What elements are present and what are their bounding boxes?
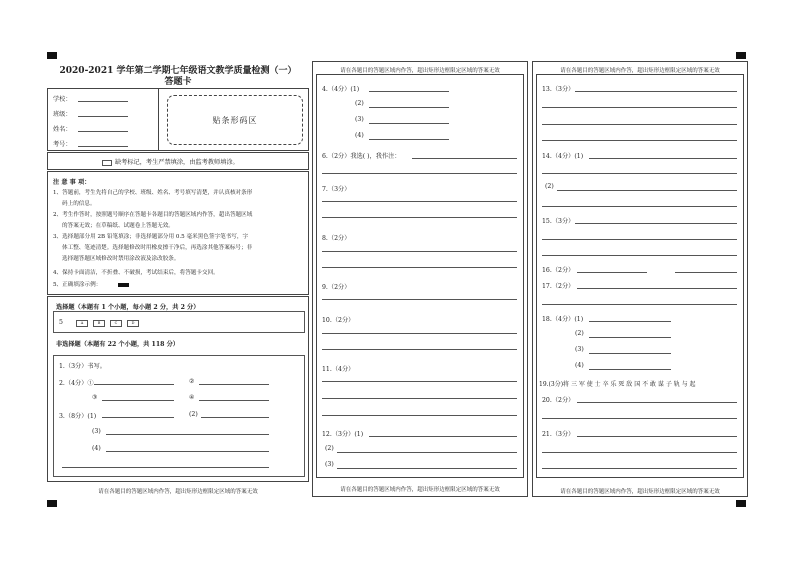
notice-item: 的答案无效；在草稿纸、试题卷上答题无效。 — [62, 223, 174, 229]
q13-answer-line[interactable] — [542, 107, 737, 108]
q15-label: 15.（3分） — [542, 218, 575, 225]
choice-heading: 选择题（本题有 1 个小题，每小题 2 分，共 2 分） — [56, 304, 200, 311]
notice-item: 3、选择题部分用 2B 铅笔填涂；非选择题部分用 0.5 毫米黑色签字笔书写，字 — [53, 234, 249, 240]
q18-answer-line[interactable] — [589, 321, 671, 322]
q10-answer-line[interactable] — [322, 349, 517, 350]
choice-option-b[interactable]: B — [93, 320, 105, 327]
q2-answer-line[interactable] — [102, 400, 174, 401]
q12-answer-line[interactable] — [337, 468, 517, 469]
q18-sub-label: (3) — [575, 346, 584, 353]
alignment-mark-bottom-left — [47, 500, 57, 507]
q14-answer-line[interactable] — [542, 173, 737, 174]
alignment-mark-bottom-right — [736, 500, 746, 507]
class-label: 班级： — [53, 111, 72, 118]
school-label: 学校： — [53, 96, 72, 103]
q21-answer-line[interactable] — [542, 468, 737, 469]
q11-label: 11.（4分） — [322, 366, 355, 373]
q20-label: 20.（2分） — [542, 397, 575, 404]
q20-answer-line[interactable] — [577, 402, 737, 403]
class-field[interactable] — [78, 116, 128, 117]
choice-option-d[interactable]: D — [127, 320, 139, 327]
q12-answer-line[interactable] — [337, 452, 517, 453]
q21-answer-line[interactable] — [577, 436, 737, 437]
q20-answer-line[interactable] — [542, 418, 737, 419]
q4-label: 4.（4分）(1) — [322, 86, 360, 93]
column-header-note: 请在各题目的答题区域内作答，超出矩形边框限定区域的答案无效 — [560, 68, 720, 74]
name-label: 姓名： — [53, 126, 72, 133]
page-title: 2020-2021 学年第二学期七年级语文教学质量检测（一） — [59, 66, 297, 76]
q17-answer-line[interactable] — [542, 304, 737, 305]
q18-answer-line[interactable] — [589, 369, 671, 370]
column-footer-note: 请在各题目的答题区域内作答，超出矩形边框限定区域的答案无效 — [340, 487, 500, 493]
q10-answer-line[interactable] — [322, 333, 517, 334]
q2-answer-line[interactable] — [199, 384, 269, 385]
q13-answer-line[interactable] — [575, 91, 737, 92]
choice-row — [53, 311, 305, 333]
q19-label: 19.(3分)将 三 军 使 士 卒 乐 死 敌 国 不 敢 谋 子 轨 与 起 — [539, 381, 696, 388]
q18-sub-label: (4) — [575, 362, 584, 369]
absent-checkbox[interactable] — [102, 160, 112, 166]
q11-answer-line[interactable] — [322, 398, 517, 399]
q2-sub-label: ④ — [189, 394, 195, 401]
q3-label: 3.（8分）(1) — [59, 413, 97, 420]
q7-answer-line[interactable] — [322, 217, 517, 218]
q3-answer-line[interactable] — [201, 417, 269, 418]
q7-label: 7.（3分） — [322, 186, 351, 193]
q1-label: 1.（3分）书写。 — [59, 363, 106, 370]
fill-example-swatch — [118, 283, 129, 287]
q3-answer-line[interactable] — [62, 467, 269, 468]
choice-number: 5 — [59, 319, 63, 326]
q9-answer-line[interactable] — [322, 299, 517, 300]
name-field[interactable] — [78, 131, 128, 132]
q2-answer-line[interactable] — [94, 384, 174, 385]
q2-sub-label: ② — [189, 378, 195, 385]
q12-sub-label: (3) — [325, 461, 334, 468]
alignment-mark-top-right — [736, 52, 746, 59]
notice-heading: 注 意 事 项： — [53, 179, 91, 186]
q2-label: 2.（4分）① — [59, 380, 94, 387]
q15-answer-line[interactable] — [542, 239, 737, 240]
q6-answer-line[interactable] — [412, 158, 517, 159]
school-field[interactable] — [78, 101, 128, 102]
notice-item: 5、正确填涂示例： — [53, 282, 102, 288]
q2-answer-line[interactable] — [199, 400, 269, 401]
q13-answer-line[interactable] — [542, 140, 737, 141]
q4-answer-line[interactable] — [369, 107, 449, 108]
q10-label: 10.（2分） — [322, 317, 355, 324]
q3-sub-label: (2) — [189, 411, 198, 418]
q16-label: 16.（2分） — [542, 267, 575, 274]
q2-sub-label: ③ — [92, 394, 98, 401]
q11-answer-line[interactable] — [322, 381, 517, 382]
q18-sub-label: (2) — [575, 330, 584, 337]
q16-answer-line[interactable] — [675, 272, 737, 273]
q4-sub-label: (4) — [355, 132, 364, 139]
answer-panel-3 — [536, 74, 744, 478]
answer-panel-1 — [47, 296, 309, 482]
student-info-panel — [47, 88, 309, 151]
q8-answer-line[interactable] — [322, 267, 517, 268]
q18-answer-line[interactable] — [589, 353, 671, 354]
q14-answer-line[interactable] — [557, 190, 737, 191]
q14-label: 14.（4分）(1) — [542, 153, 584, 160]
q13-label: 13.（3分） — [542, 86, 575, 93]
exam-number-label: 考号： — [53, 141, 72, 148]
column-header-note: 请在各题目的答题区域内作答，超出矩形边框限定区域的答案无效 — [340, 68, 500, 74]
notice-panel — [47, 171, 309, 295]
q15-answer-line[interactable] — [542, 255, 737, 256]
q3-sub-label: (4) — [92, 445, 101, 452]
column-footer-note: 请在各题目的答题区域内作答，超出矩形边框限定区域的答案无效 — [560, 489, 720, 495]
q4-sub-label: (2) — [355, 100, 364, 107]
q12-sub-label: (2) — [325, 445, 334, 452]
q4-answer-line[interactable] — [369, 139, 449, 140]
q21-answer-line[interactable] — [542, 452, 737, 453]
q3-answer-line[interactable] — [106, 434, 269, 435]
barcode-label: 贴条形码区 — [212, 115, 258, 125]
notice-item: 2、考生作答时，按照题号顺序在答题卡各题目的答题区域内作答，超出答题区域 — [53, 212, 253, 218]
q3-answer-line[interactable] — [106, 451, 269, 452]
alignment-mark-top-left — [47, 52, 57, 59]
q3-answer-line[interactable] — [102, 417, 174, 418]
notice-item: 1、答题前，考生先将自己的学校、班级、姓名、考号填写清楚，并认真核对条形 — [53, 190, 253, 196]
q17-label: 17.（2分） — [542, 283, 575, 290]
q4-sub-label: (3) — [355, 116, 364, 123]
q12-answer-line[interactable] — [369, 436, 517, 437]
nonchoice-box — [53, 355, 305, 477]
q18-label: 18.（4分）(1) — [542, 316, 584, 323]
q14-answer-line[interactable] — [589, 158, 737, 159]
q8-answer-line[interactable] — [322, 251, 517, 252]
q15-answer-line[interactable] — [575, 223, 737, 224]
q17-answer-line[interactable] — [577, 288, 737, 289]
choice-option-a[interactable]: A — [76, 320, 88, 327]
q9-label: 9.（2分） — [322, 284, 351, 291]
q18-answer-line[interactable] — [589, 337, 671, 338]
notice-item: 码上的信息。 — [62, 201, 96, 207]
exam-number-field[interactable] — [78, 146, 128, 147]
notice-item: 体工整、笔迹清楚。选择题修改时用橡皮擦干净后，再选涂其他答案标号；非 — [62, 245, 253, 251]
q13-answer-line[interactable] — [542, 124, 737, 125]
absent-note: 缺考标记，考生严禁填涂，由监考教师填涂。 — [115, 159, 239, 166]
q3-sub-label: (3) — [92, 428, 101, 435]
notice-item: 选择题答题区域修改时禁用涂改液及涂改胶条。 — [62, 256, 180, 262]
page-subtitle: 答题卡 — [164, 77, 192, 87]
q12-label: 12.（3分）(1) — [322, 431, 364, 438]
q4-answer-line[interactable] — [369, 123, 449, 124]
column-footer-note: 请在各题目的答题区域内作答，超出矩形边框限定区域的答案无效 — [98, 489, 258, 495]
q21-label: 21.（3分） — [542, 431, 575, 438]
q8-label: 8.（2分） — [322, 235, 351, 242]
notice-item: 4、保持卡面清洁，不折叠、不破损，考试结束后，将答题卡交回。 — [53, 270, 219, 276]
q4-answer-line[interactable] — [369, 91, 449, 92]
absent-mark-row — [47, 152, 309, 170]
nonchoice-heading: 非选择题（本题有 22 个小题，共 118 分） — [56, 341, 179, 348]
q6-answer-line[interactable] — [322, 173, 517, 174]
q7-answer-line[interactable] — [322, 201, 517, 202]
answer-panel-2 — [316, 74, 524, 478]
barcode-area — [167, 95, 303, 145]
q14-answer-line[interactable] — [542, 206, 737, 207]
q14-sub-label: (2) — [545, 183, 554, 190]
choice-option-c[interactable]: C — [110, 320, 122, 327]
q6-label: 6.（2分）我选( )，我作注： — [322, 153, 401, 160]
q16-answer-line[interactable] — [577, 272, 647, 273]
q11-answer-line[interactable] — [322, 415, 517, 416]
